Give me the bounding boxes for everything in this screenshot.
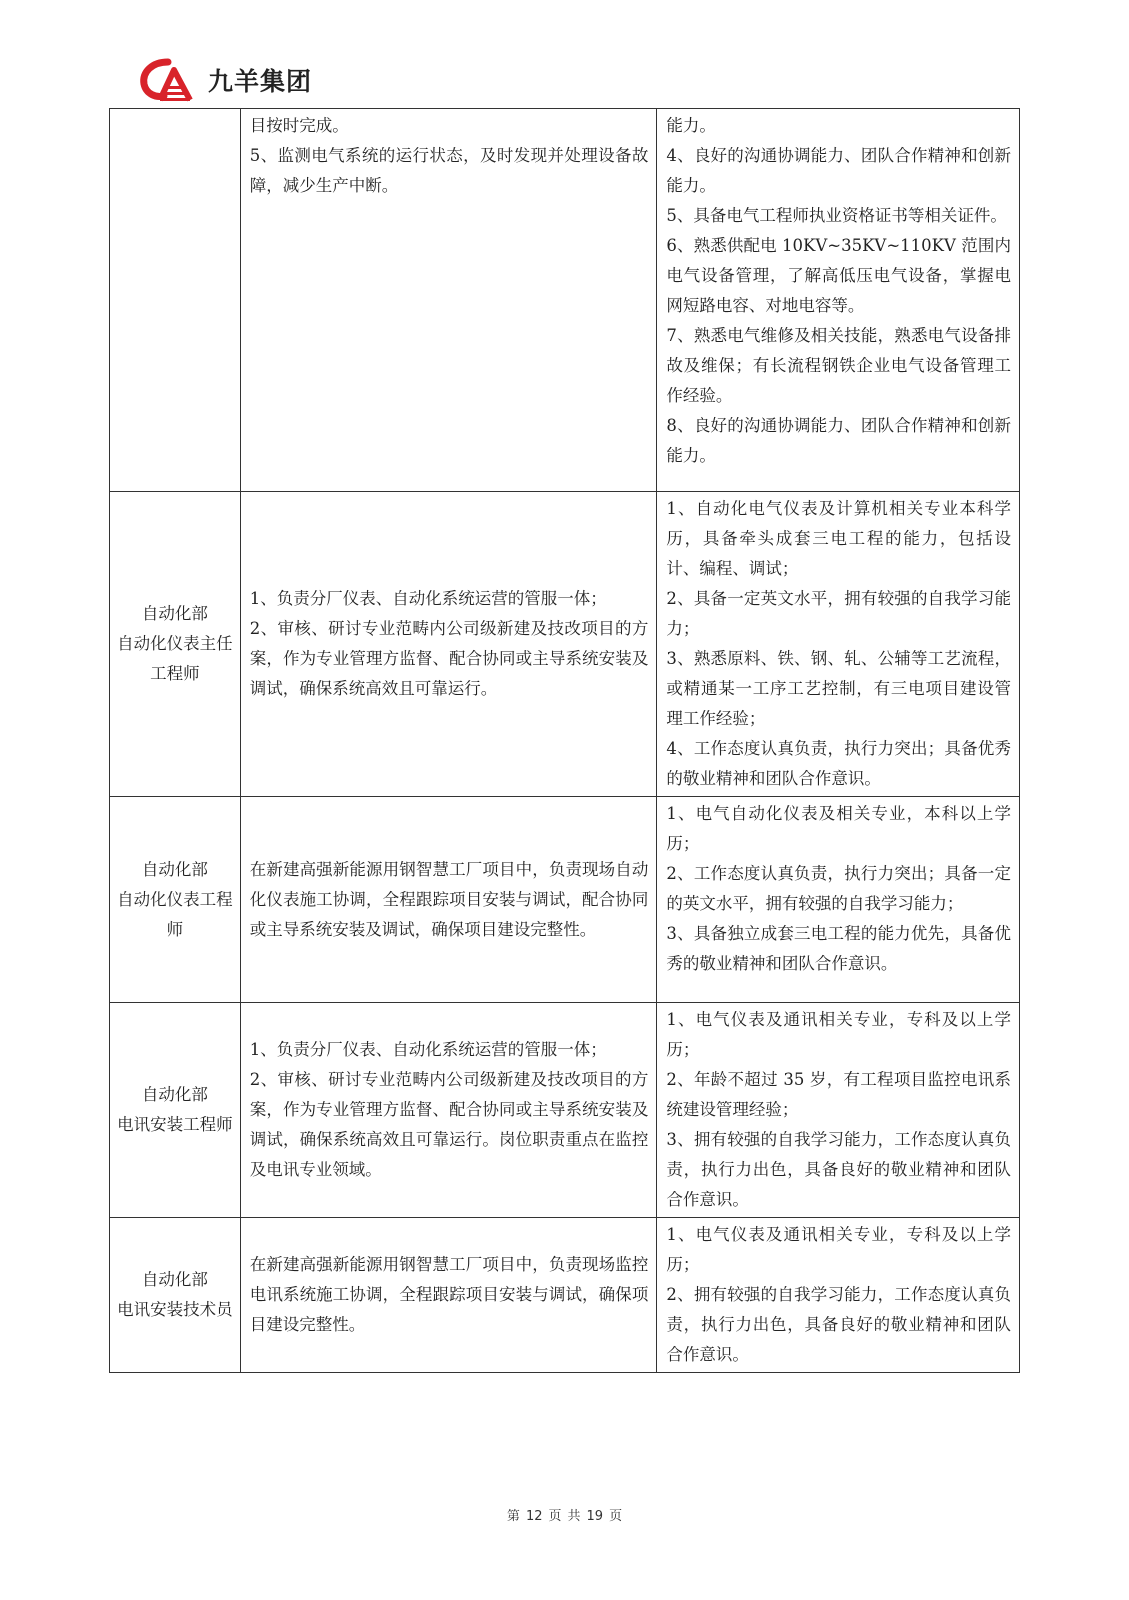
position-cell xyxy=(110,1218,241,1373)
duties-cell xyxy=(240,1218,657,1373)
requirement-line: 3、具备独立成套三电工程的能力优先，具备优秀的敬业精神和团队合作意识。 xyxy=(666,924,1011,973)
job-title: 电讯安装技术员 xyxy=(117,1300,233,1319)
duties-cell xyxy=(240,109,657,492)
requirements-cell xyxy=(657,1003,1020,1218)
duty-line: 在新建高强新能源用钢智慧工厂项目中，负责现场自动化仪表施工协调，全程跟踪项目安装与调试，配合协同或主导系统安装及调试，确保项目建设完整性。 xyxy=(249,859,649,939)
company-name: 九羊集团 xyxy=(208,67,313,96)
requirement-line: 2、拥有较强的自我学习能力，工作态度认真负责，执行力出色，具备良好的敬业精神和团队合作意识。 xyxy=(666,1285,1011,1364)
position-cell xyxy=(110,109,241,492)
requirement-line: 7、熟悉电气维修及相关技能，熟悉电气设备排故及维保；有长流程钢铁企业电气设备管理工作经验。 xyxy=(666,326,1011,405)
department-name: 自动化部 xyxy=(141,1085,208,1104)
duties-cell xyxy=(240,492,657,797)
duties-cell xyxy=(240,797,657,1003)
requirement-line: 6、熟悉供配电 10KV~35KV~110KV 范围内电气设备管理，了解高低压电气设备，掌握电网短路电容、对地电容等。 xyxy=(666,236,1011,315)
duty-line: 1、负责分厂仪表、自动化系统运营的管服一体； xyxy=(249,589,607,608)
requirements-cell xyxy=(657,797,1020,1003)
table-row xyxy=(110,492,1020,797)
position-cell xyxy=(110,1003,241,1218)
job-table xyxy=(109,108,1020,1373)
requirement-line: 2、年龄不超过 35 岁，有工程项目监控电讯系统建设管理经验； xyxy=(666,1070,1011,1119)
page-header xyxy=(138,48,1003,110)
table-row xyxy=(110,1003,1020,1218)
requirement-line: 8、良好的沟通协调能力、团队合作精神和创新能力。 xyxy=(666,416,1011,465)
duty-line: 2、审核、研讨专业范畴内公司级新建及技改项目的方案，作为专业管理方监督、配合协同或主导系统安装及调试，确保系统高效且可靠运行。 xyxy=(249,619,649,698)
requirement-line: 1、自动化电气仪表及计算机相关专业本科学历，具备牵头成套三电工程的能力，包括设计、编程、调试； xyxy=(666,499,1011,578)
job-title: 电讯安装工程师 xyxy=(117,1115,233,1134)
footer-page-word: 页 xyxy=(548,1509,562,1524)
job-title: 自动化仪表工程师 xyxy=(117,889,233,939)
requirements-cell xyxy=(657,109,1020,492)
position-cell xyxy=(110,797,241,1003)
requirement-line: 4、良好的沟通协调能力、团队合作精神和创新能力。 xyxy=(666,146,1011,195)
duty-line: 1、负责分厂仪表、自动化系统运营的管服一体； xyxy=(249,1040,607,1059)
requirement-line: 能力。 xyxy=(666,116,716,135)
department-name: 自动化部 xyxy=(141,1270,208,1289)
requirement-line: 3、熟悉原料、铁、钢、轧、公辅等工艺流程，或精通某一工序工艺控制，有三电项目建设管理工作经验； xyxy=(666,649,1011,728)
requirement-line: 1、电气自动化仪表及相关专业，本科以上学历； xyxy=(666,804,1011,853)
requirement-line: 2、工作态度认真负责，执行力突出；具备一定的英文水平，拥有较强的自我学习能力； xyxy=(666,864,1011,913)
requirement-line: 2、具备一定英文水平，拥有较强的自我学习能力； xyxy=(666,589,1011,638)
table-row xyxy=(110,109,1020,492)
current-page-number: 12 xyxy=(525,1509,543,1524)
duty-line: 目按时完成。 xyxy=(249,116,349,135)
table-row xyxy=(110,1218,1020,1373)
footer-total-word: 共 xyxy=(567,1509,581,1524)
department-name: 自动化部 xyxy=(141,604,208,623)
requirement-line: 4、工作态度认真负责，执行力突出；具备优秀的敬业精神和团队合作意识。 xyxy=(666,739,1011,788)
duty-line: 5、监测电气系统的运行状态，及时发现并处理设备故障，减少生产中断。 xyxy=(249,146,649,195)
requirement-line: 1、电气仪表及通讯相关专业，专科及以上学历； xyxy=(666,1010,1011,1059)
requirements-cell xyxy=(657,492,1020,797)
table-row xyxy=(110,797,1020,1003)
requirement-line: 5、具备电气工程师执业资格证书等相关证件。 xyxy=(666,206,1007,225)
duties-cell xyxy=(240,1003,657,1218)
requirement-line: 1、电气仪表及通讯相关专业，专科及以上学历； xyxy=(666,1225,1011,1274)
department-name: 自动化部 xyxy=(141,859,208,879)
total-page-number: 19 xyxy=(586,1509,604,1524)
jiuyang-logo-icon xyxy=(138,56,198,106)
requirements-cell xyxy=(657,1218,1020,1373)
requirement-line: 3、拥有较强的自我学习能力，工作态度认真负责，执行力出色，具备良好的敬业精神和团队合作意识。 xyxy=(666,1130,1011,1209)
duty-line: 2、审核、研讨专业范畴内公司级新建及技改项目的方案，作为专业管理方监督、配合协同或主导系统安装及调试，确保系统高效且可靠运行。岗位职责重点在监控及电讯专业领域。 xyxy=(249,1070,649,1179)
duty-line: 在新建高强新能源用钢智慧工厂项目中，负责现场监控电讯系统施工协调，全程跟踪项目安装与调试，确保项目建设完整性。 xyxy=(249,1255,649,1334)
footer-prefix: 第 xyxy=(506,1509,520,1524)
job-title: 自动化仪表主任工程师 xyxy=(117,634,233,683)
footer-suffix: 页 xyxy=(609,1509,623,1524)
page-footer xyxy=(0,1505,1129,1524)
position-cell xyxy=(110,492,241,797)
